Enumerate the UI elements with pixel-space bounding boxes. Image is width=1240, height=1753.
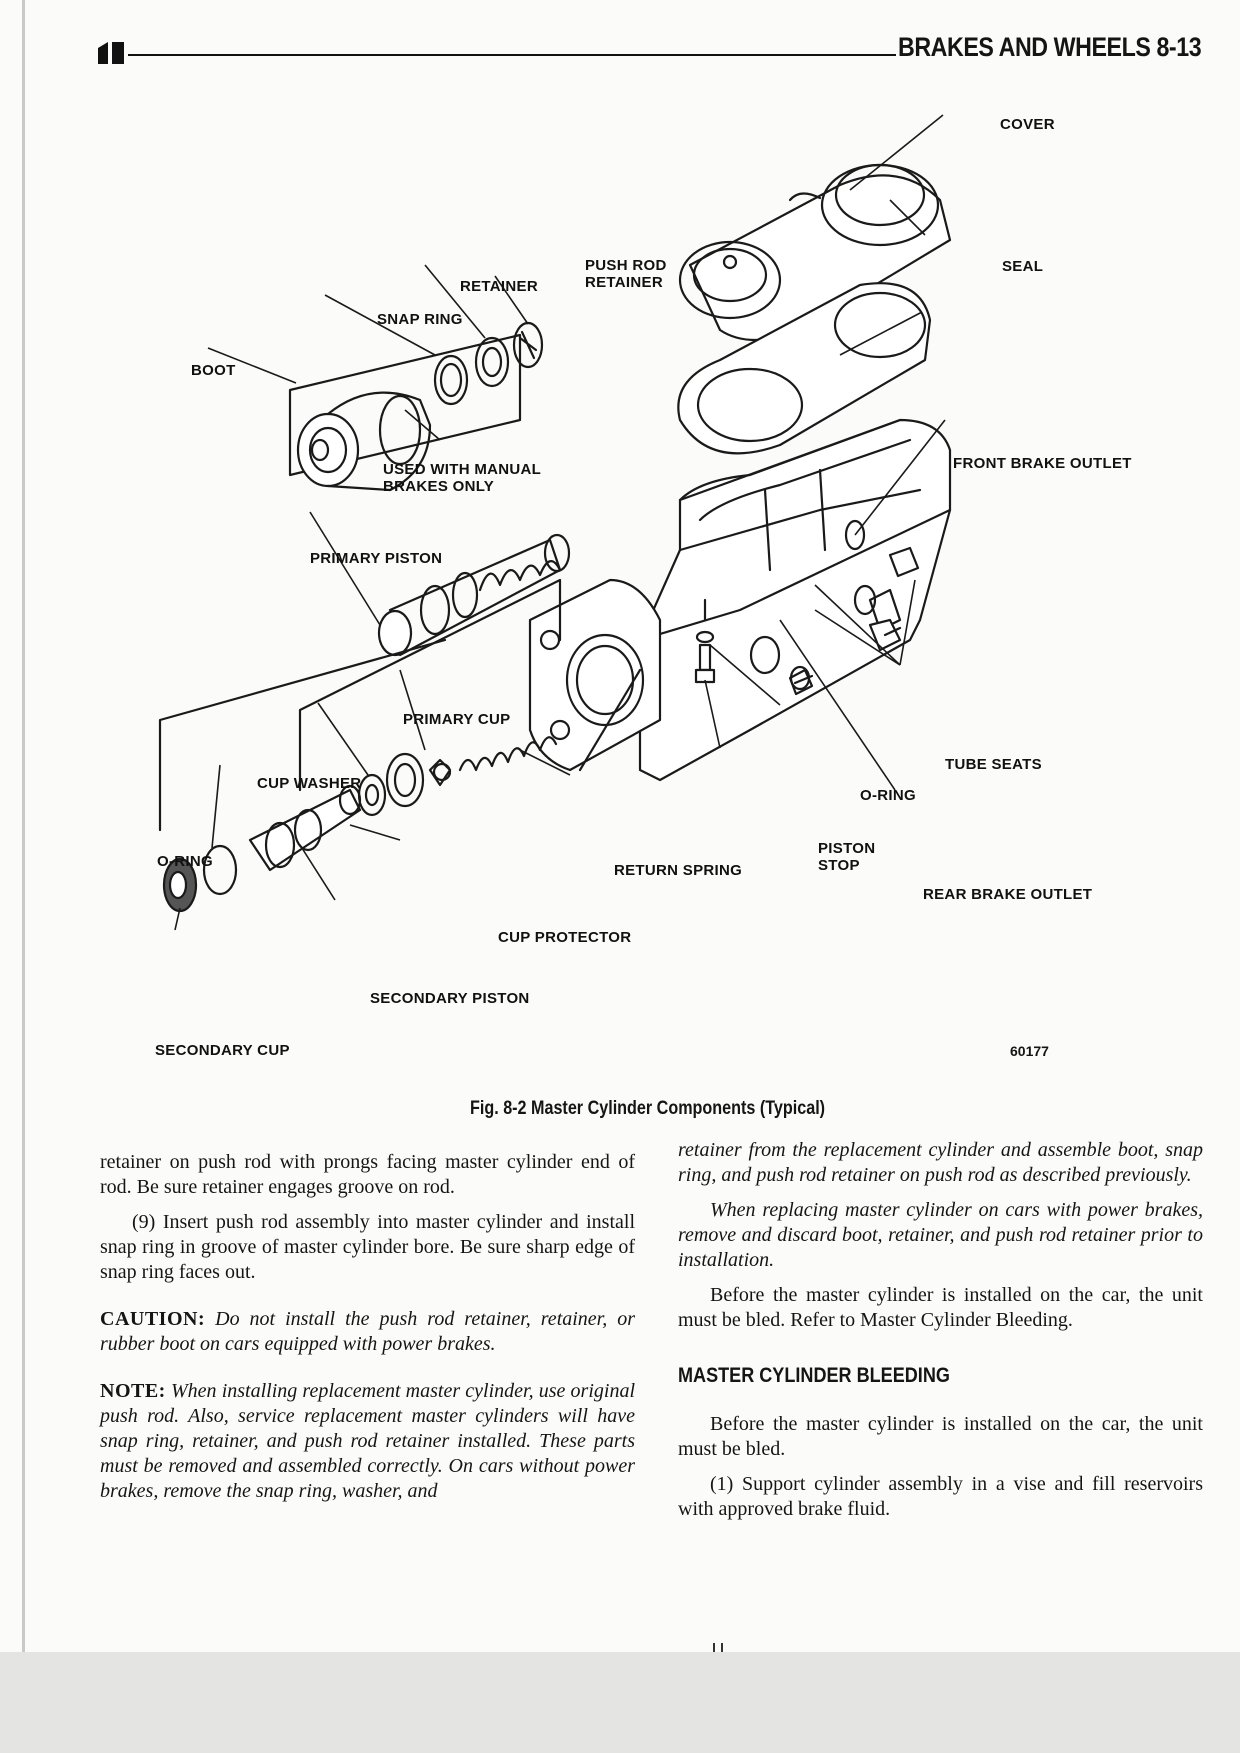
left-paragraph-2: (9) Insert push rod assembly into master cylinder and install snap ring in groove of master cylinder bore. Be sure sharp edge of snap ring faces out. xyxy=(100,1211,635,1283)
label-cup-washer: CUP WASHER xyxy=(257,775,362,792)
label-secondary-cup: SECONDARY CUP xyxy=(155,1042,290,1059)
note-paragraph xyxy=(100,1379,635,1504)
label-secondary-piston: SECONDARY PISTON xyxy=(370,990,530,1007)
section-heading-bleeding: MASTER CYLINDER BLEEDING xyxy=(678,1364,950,1387)
label-snap-ring: SNAP RING xyxy=(377,311,463,328)
right-paragraph-3: Before the master cylinder is installed on the car, the unit must be bled. Refer to Master Cylinder Bleeding. xyxy=(678,1284,1203,1331)
secondary-piston-part xyxy=(250,786,360,870)
label-seal: SEAL xyxy=(1002,258,1044,275)
cup-washer-part xyxy=(359,775,385,815)
label-primary-cup: PRIMARY CUP xyxy=(403,711,511,728)
exploded-view-illustration xyxy=(100,80,1200,1110)
label-rear-brake-outlet: REAR BRAKE OUTLET xyxy=(923,886,1093,903)
label-piston-stop: PISTON STOP xyxy=(818,840,876,874)
right-paragraph-4: Before the master cylinder is installed on the car, the unit must be bled. xyxy=(678,1413,1203,1460)
label-o-ring-right: O-RING xyxy=(860,787,916,804)
label-cup-protector: CUP PROTECTOR xyxy=(498,929,632,946)
caution-paragraph xyxy=(100,1307,635,1357)
primary-cup-part xyxy=(387,754,423,806)
label-used-with-manual: USED WITH MANUAL BRAKES ONLY xyxy=(383,461,542,495)
snap-ring-part xyxy=(435,356,467,404)
label-primary-piston: PRIMARY PISTON xyxy=(310,550,443,567)
label-cover: COVER xyxy=(1000,116,1055,133)
master-cylinder-diagram xyxy=(100,80,1200,1110)
note-text: When installing replacement master cylinder, use original push rod. Also, service replacement master cylinders will have snap ring, retainer, and push rod retainer installed. These parts must be removed and assembled correctly. On cars without power brakes, remove the snap ring, washer, and xyxy=(100,1380,636,1502)
label-return-spring: RETURN SPRING xyxy=(614,862,743,879)
figure-caption: Fig. 8-2 Master Cylinder Components (Typical) xyxy=(470,1098,826,1119)
label-o-ring-left: O-RING xyxy=(157,853,213,870)
right-paragraph-1: retainer from the replacement cylinder and assemble boot, snap ring, and push rod retainer on push rod as described previously. xyxy=(678,1139,1203,1186)
scan-edge xyxy=(22,0,25,1652)
label-retainer: RETAINER xyxy=(460,278,538,295)
right-paragraph-2: When replacing master cylinder on cars with power brakes, remove and discard boot, retainer, and push rod retainer prior to installation. xyxy=(678,1199,1203,1271)
jeep-logo-icon xyxy=(98,42,126,64)
primary-piston-bracket xyxy=(300,580,560,790)
right-paragraph-5: (1) Support cylinder assembly in a vise and fill reservoirs with approved brake fluid. xyxy=(678,1473,1203,1520)
secondary-assembly-bracket xyxy=(160,640,445,830)
page-header-title: BRAKES AND WHEELS 8-13 xyxy=(898,32,1202,62)
left-text-column xyxy=(100,1150,635,1514)
label-front-brake-outlet: FRONT BRAKE OUTLET xyxy=(953,455,1132,472)
caution-label: CAUTION: xyxy=(100,1308,206,1330)
figure-number: 60177 xyxy=(1010,1043,1049,1059)
retainer-part xyxy=(476,338,508,386)
cylinder-body xyxy=(530,420,950,780)
right-text-column xyxy=(678,1138,1203,1532)
push-rod-retainer-part xyxy=(514,323,542,367)
label-boot: BOOT xyxy=(191,362,236,379)
caution-text: Do not install the push rod retainer, retainer, or rubber boot on cars equipped with power brakes. xyxy=(100,1308,636,1355)
left-paragraph-1: retainer on push rod with prongs facing master cylinder end of rod. Be sure retainer engages groove on rod. xyxy=(100,1151,635,1198)
label-push-rod-retainer: PUSH ROD RETAINER xyxy=(585,257,667,291)
scan-bottom-margin xyxy=(0,1652,1240,1753)
label-tube-seats: TUBE SEATS xyxy=(945,756,1042,773)
header-rule xyxy=(128,54,896,56)
note-label: NOTE: xyxy=(100,1380,166,1402)
